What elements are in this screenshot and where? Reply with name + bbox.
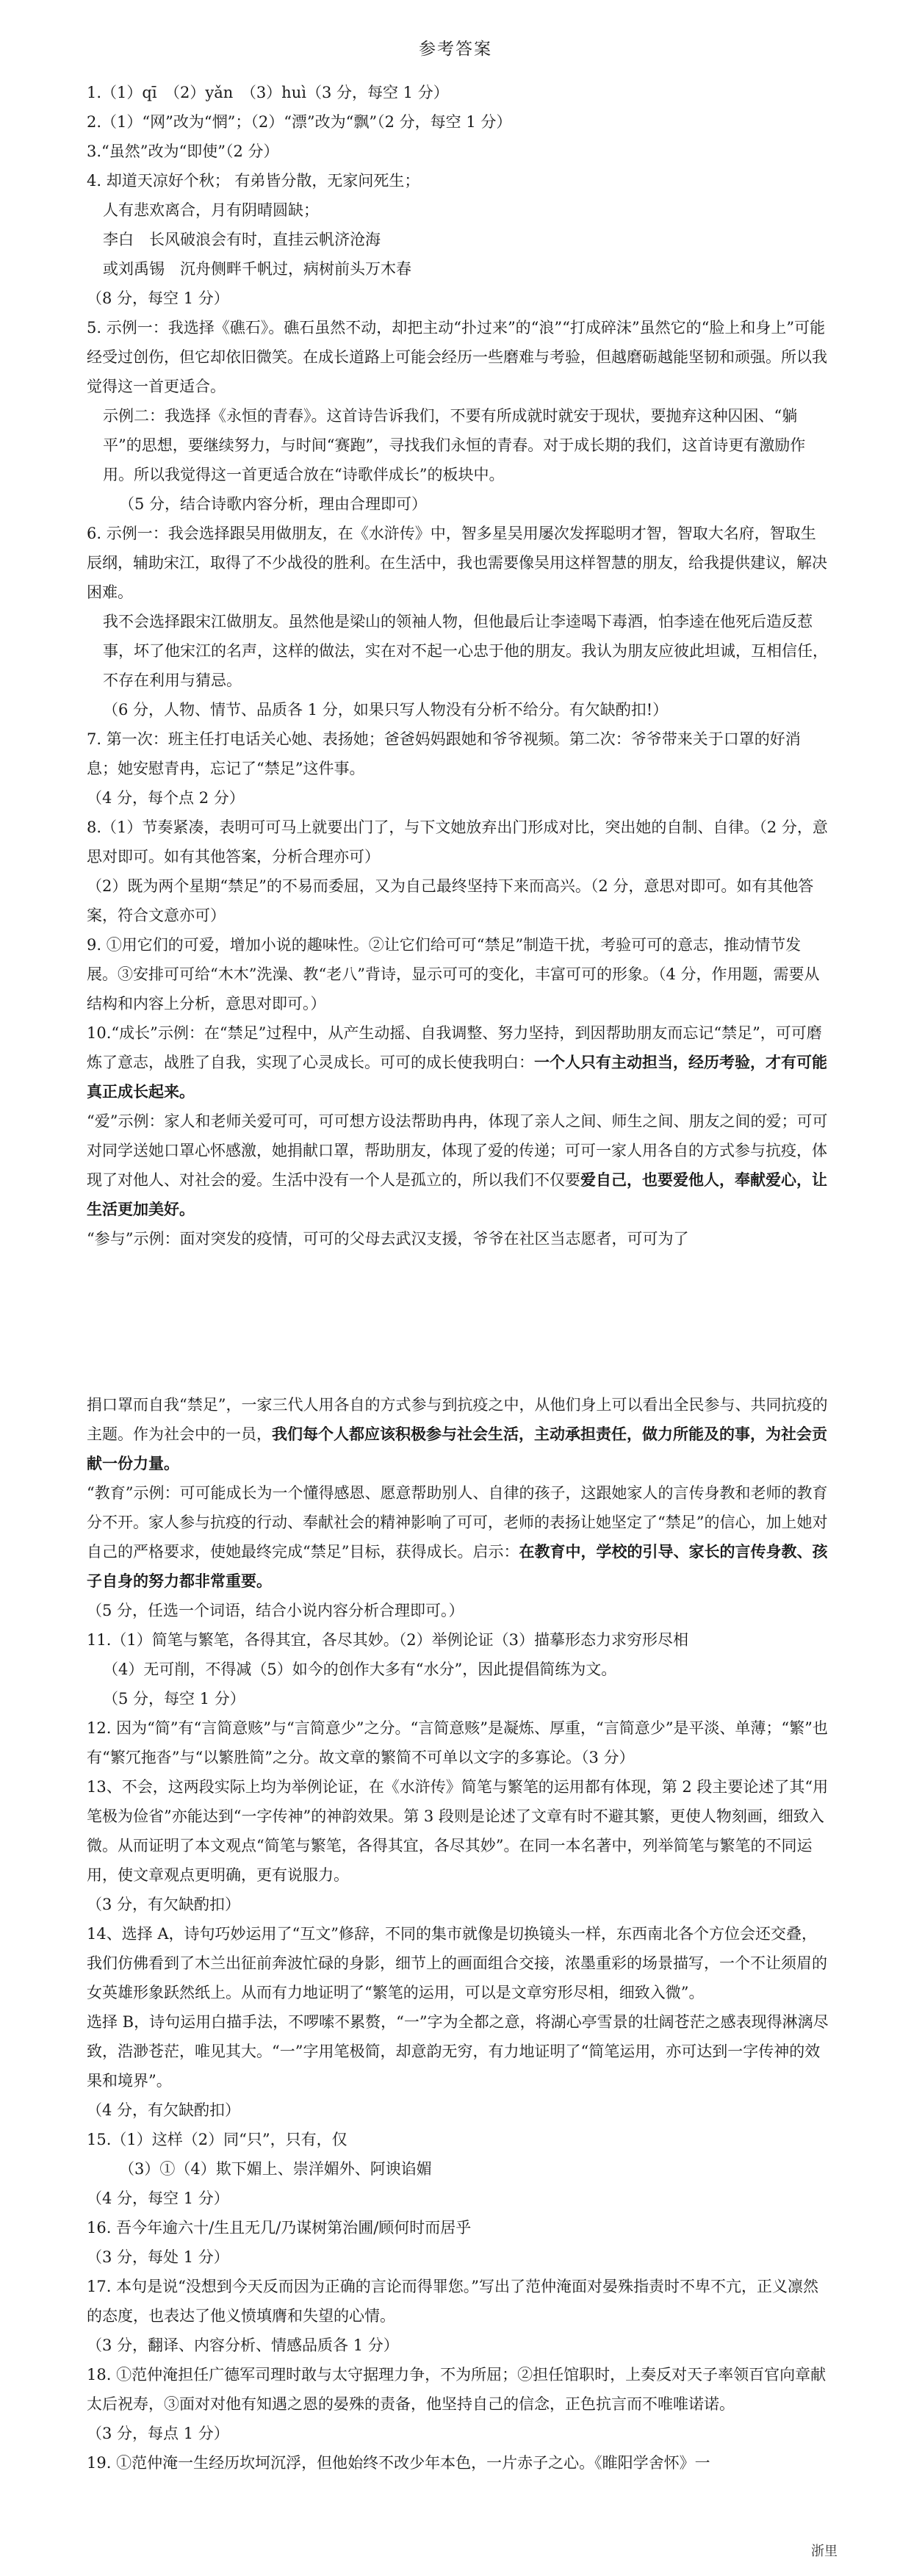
answer-text: 2.（1）“网”改为“惘”；（2）“漂”改为“飘”（2 分，每空 1 分）: [87, 113, 512, 131]
answer-text: （4 分，每空 1 分）: [87, 2190, 229, 2207]
answer-paragraph: [87, 1772, 829, 1890]
answer-paragraph: [87, 2360, 829, 2419]
answer-paragraph: [87, 1596, 829, 1625]
answer-text: （4）无可削，不得减（5）如今的创作大多有“水分”，因此提倡简练为文。: [103, 1661, 617, 1678]
answer-paragraph: [87, 401, 829, 489]
answer-text: （3 分，翻译、内容分析、情感品质各 1 分）: [87, 2336, 399, 2354]
answer-text: 18. ①范仲淹担任广德军司理时敢与太守据理力争，不为所屈；②担任馆职时，上奏反对天子率领百官向章献太后祝寿，③面对对他有知遇之恩的晏殊的责备，他坚持自己的信念，正色抗言而不唯唯诺诺。: [87, 2366, 827, 2413]
answer-text: 7. 第一次：班主任打电话关心她、表扬她；爸爸妈妈跟她和爷爷视频。第二次：爷爷带来关于口罩的好消息；她安慰青冉，忘记了“禁足”这件事。: [87, 730, 801, 777]
answer-text: 9. ①用它们的可爱，增加小说的趣味性。②让它们给可可“禁足”制造干扰，考验可可的意志，推动情节发展。③安排可可给“木木”洗澡、教“老八”背诗，显示可可的变化，丰富可可的形象。（4 分，作用题，需要从结构和内容上分析，意思对即可。）: [87, 936, 820, 1012]
answer-paragraph: [87, 1919, 829, 2007]
answer-text: 11.（1）简笔与繁笔，各得其宜，各尽其妙。（2）举例论证（3）描摹形态力求穷形尽相: [87, 1631, 688, 1649]
answer-text: 捐口罩而自我“禁足”，一家三代人用各自的方式参与到抗疫之中，从他们身上可以看出全民参与、共同抗疫的主题。作为社会中的一员，: [87, 1396, 828, 1443]
answer-paragraph: [87, 284, 829, 313]
answer-paragraph: [87, 2419, 829, 2448]
answer-text: 或刘禹锡 沉舟侧畔千帆过，病树前头万木春: [103, 260, 411, 278]
answer-text: 17. 本句是说“没想到今天反而因为正确的言论而得罪您。”写出了范仲淹面对晏殊指责时不卑不亢，正义凛然的态度，也表达了他义愤填膺和失望的心情。: [87, 2278, 819, 2325]
answer-text: （4 分，有欠缺酌扣）: [87, 2101, 241, 2119]
answer-paragraph: [87, 254, 829, 284]
answer-paragraph: [87, 695, 829, 724]
answer-text: （3 分，每点 1 分）: [87, 2425, 229, 2442]
answer-text: （3 分，每处 1 分）: [87, 2248, 229, 2266]
answer-text: 3.“虽然”改为“即使”（2 分）: [87, 143, 279, 160]
answer-paragraph: [87, 813, 829, 871]
answer-paragraph: [87, 313, 829, 401]
answer-paragraph: [87, 78, 829, 107]
answer-paragraph: [87, 1684, 829, 1713]
answer-text: 16. 吾今年逾六十/生且无几/乃谋树第治圃/顾何时而居乎: [87, 2219, 472, 2237]
answer-section-upper: [87, 78, 829, 1253]
answer-text: 14、选择 A，诗句巧妙运用了“互文”修辞，不同的集市就像是切换镜头一样，东西南北各个方位会还交叠，我们仿佛看到了木兰出征前奔波忙碌的身影，细节上的画面组合交接，浓墨重彩的场景描写，一个不让须眉的女英雄形象跃然纸上。从而有力地证明了“繁笔的运用，可以是文章穷形尽相，细致入微”。: [87, 1925, 827, 2001]
answer-text: （5 分，每空 1 分）: [103, 1690, 245, 1708]
answer-paragraph: [87, 137, 829, 166]
answer-paragraph: [87, 2272, 829, 2331]
answer-paragraph: [87, 1018, 829, 1107]
answer-text: （3）①（4）欺下媚上、崇洋媚外、阿谀谄媚: [119, 2160, 432, 2178]
answer-text: “参与”示例：面对突发的疫情，可可的父母去武汉支援，爷爷在社区当志愿者，可可为了: [87, 1230, 689, 1248]
answer-text: （6 分，人物、情节、品质各 1 分，如果只写人物没有分析不给分。有欠缺酌扣!）: [103, 701, 669, 719]
answer-text: （5 分，任选一个词语，结合小说内容分析合理即可。）: [87, 1602, 464, 1619]
answer-text: 4. 却道天凉好个秋； 有弟皆分散，无家问死生；: [87, 172, 420, 190]
answer-paragraph: [87, 2184, 829, 2213]
answer-text: （4 分，每个点 2 分）: [87, 789, 245, 807]
answer-paragraph: [87, 2154, 829, 2184]
answer-paragraph: [87, 166, 829, 195]
answer-paragraph: [87, 783, 829, 813]
answer-paragraph: [87, 2007, 829, 2095]
answer-paragraph: [87, 871, 829, 930]
answer-paragraph: [87, 489, 829, 519]
answer-text: （2）既为两个星期“禁足”的不易而委屈，又为自己最终坚持下来而高兴。（2 分，意思对即可。如有其他答案，符合文意亦可）: [87, 877, 814, 924]
answer-text: “教育”示例：可可能成长为一个懂得感恩、愿意帮助别人、自律的孩子，这跟她家人的言传身教和老师的教育分不开。家人参与抗疫的行动、奉献社会的精神影响了可可，老师的表扬让她坚定了“禁足”的信心，加上她对自己的严格要求，使她最终完成“禁足”目标，获得成长。启示：: [87, 1484, 828, 1561]
answer-paragraph: [87, 1713, 829, 1772]
answer-emphasis: 在教育中，学校的引导、家长的言传身教、孩子自身的努力都非常重要。: [87, 1542, 828, 1590]
answer-text: 8.（1）节奏紧凑，表明可可马上就要出门了，与下文她放弃出门形成对比，突出她的自制、自律。（2 分，意思对即可。如有其他答案，分析合理亦可）: [87, 819, 828, 866]
footer-mark: 浙里: [811, 2544, 838, 2559]
answer-text: （3 分，有欠缺酌扣）: [87, 1896, 241, 1913]
answer-emphasis: 一个人只有主动担当，经历考验，才有可能真正成长起来。: [87, 1053, 827, 1101]
answer-text: 我不会选择跟宋江做朋友。虽然他是梁山的领袖人物，但他最后让李逵喝下毒酒，怕李逵在他死后造反惹事，坏了他宋江的名声，这样的做法，实在对不起一心忠于他的朋友。我认为朋友应彼此坦诚，互相信任，不存在利用与猜忌。: [103, 613, 828, 689]
answer-emphasis: 我们每个人都应该积极参与社会生活，主动承担责任，做力所能及的事，为社会贡献一份力量。: [87, 1425, 827, 1472]
answer-paragraph: [87, 225, 829, 254]
answer-text: “爱”示例：家人和老师关爱可可，可可想方设法帮助冉冉，体现了亲人之间、师生之间、朋友之间的爱；可可对同学送她口罩心怀感激，她捐献口罩，帮助朋友，体现了爱的传递；可可一家人用各自的方式参与抗疫，体现了对他人、对社会的爱。生活中没有一个人是孤立的，所以我们不仅要: [87, 1112, 828, 1189]
answer-text: 1.（1）qī （2）yǎn （3）huì（3 分，每空 1 分）: [87, 84, 449, 101]
answer-paragraph: [87, 930, 829, 1018]
answer-text: 13、不会，这两段实际上均为举例论证，在《水浒传》简笔与繁笔的运用都有体现，第 2 段主要论述了其“用笔极为俭省”亦能达到“一字传神”的神韵效果。第 3 段则是论述了文章有时不避其繁，更使人物刻画，细致入微。从而证明了本文观点“简笔与繁笔，各得其宜，各尽其妙”。在同一本名著中，列举简笔与繁笔的不同运用，使文章观点更明确，更有说服力。: [87, 1778, 829, 1884]
answer-text: 人有悲欢离合，月有阴晴圆缺；: [103, 201, 319, 219]
answer-paragraph: [87, 1890, 829, 1919]
answer-paragraph: [87, 107, 829, 137]
answer-paragraph: [87, 2331, 829, 2360]
answer-emphasis: 爱自己，也要爱他人，奉献爱心，让生活更加美好。: [87, 1170, 827, 1218]
answer-text: 示例二：我选择《永恒的青春》。这首诗告诉我们，不要有所成就时就安于现状，要抛弃这种囚困、“躺平”的思想，要继续努力，与时间“赛跑”，寻找我们永恒的青春。对于成长期的我们，这首诗更有激励作用。所以我觉得这一首更适合放在“诗歌伴成长”的板块中。: [103, 407, 806, 483]
answer-paragraph: [87, 1655, 829, 1684]
answer-text: （5 分，结合诗歌内容分析，理由合理即可）: [119, 495, 428, 513]
answer-section-lower: [87, 1390, 829, 2478]
answer-paragraph: [87, 2125, 829, 2154]
answer-text: （8 分，每空 1 分）: [87, 289, 229, 307]
page-title: 参考答案: [419, 40, 492, 59]
answer-paragraph: [87, 1478, 829, 1596]
answer-text: 10.“成长”示例：在“禁足”过程中，从产生动摇、自我调整、努力坚持，到因帮助朋友而忘记“禁足”，可可磨炼了意志，战胜了自我，实现了心灵成长。可可的成长使我明白：: [87, 1024, 822, 1071]
answer-paragraph: [87, 1224, 829, 1253]
answer-paragraph: [87, 519, 829, 607]
answer-paragraph: [87, 607, 829, 695]
answer-paragraph: [87, 2213, 829, 2242]
answer-text: 19. ①范仲淹一生经历坎坷沉浮，但他始终不改少年本色，一片赤子之心。《睢阳学舍怀》一: [87, 2454, 710, 2472]
answer-text: 6. 示例一：我会选择跟吴用做朋友，在《水浒传》中，智多星吴用屡次发挥聪明才智，智取大名府，智取生辰纲，辅助宋江，取得了不少战役的胜利。在生活中，我也需要像吴用这样智慧的朋友，给我提供建议，解决困难。: [87, 525, 827, 601]
answer-text: 5. 示例一：我选择《礁石》。礁石虽然不动，却把主动“扑过来”的“浪”“打成碎沫”虽然它的“脸上和身上”可能经受过创伤，但它却依旧微笑。在成长道路上可能会经历一些磨难与考验，但越磨砺越能坚韧和顽强。所以我觉得这一首更适合。: [87, 319, 827, 395]
answer-paragraph: [87, 724, 829, 783]
answer-text: 15.（1）这样（2）同“只”，只有，仅: [87, 2131, 348, 2148]
answer-paragraph: [87, 2448, 829, 2478]
answer-text: 李白 长风破浪会有时，直挂云帆济沧海: [103, 231, 381, 248]
answer-paragraph: [87, 2242, 829, 2272]
answer-text: 选择 B，诗句运用白描手法，不啰嗦不累赘，“一”字为全都之意，将湖心亭雪景的壮阔苍茫之感表现得淋漓尽致，浩渺苍茫，唯见其大。“一”字用笔极简，却意韵无穷，有力地证明了“简笔运用，亦可达到一字传神的效果和境界”。: [87, 2013, 829, 2090]
answer-paragraph: [87, 1390, 829, 1478]
answer-paragraph: [87, 1625, 829, 1655]
answer-paragraph: [87, 1107, 829, 1224]
answer-text: 12. 因为“简”有“言简意赅”与“言简意少”之分。“言简意赅”是凝炼、厚重，“言简意少”是平淡、单薄；“繁”也有“繁冗拖沓”与“以繁胜简”之分。故文章的繁简不可单以文字的多寡论。（3 分）: [87, 1719, 828, 1766]
answer-paragraph: [87, 195, 829, 225]
answer-paragraph: [87, 2095, 829, 2125]
